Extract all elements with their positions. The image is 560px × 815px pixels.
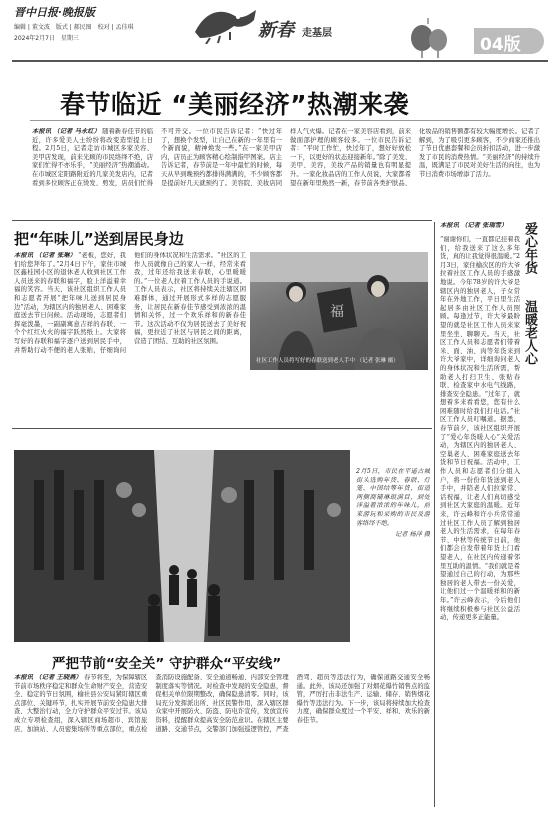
svg-text:福: 福	[330, 304, 344, 320]
masthead	[0, 0, 560, 62]
headline-new-year-flavor: 把“年味儿”送到居民身边	[14, 230, 184, 248]
article-safety	[14, 674, 430, 810]
dragon-illustration	[190, 2, 260, 44]
issue-date: 2024年2月7日 星期三	[14, 35, 79, 42]
couplet-photo-caption: 社区工作人员将写好的春联送到老人手中 （记者 张琳 摄）	[256, 358, 399, 364]
article-new-year-flavor	[14, 252, 246, 422]
headline-love-gifts-line2: 温暖老人心	[522, 300, 537, 365]
article-body: 随着新春佳节的临近，许多爱美人士纷纷将改变造型提上日程。2月5日，记者走访市城区多家美容、美甲店发现，前来光顾的市民络绎不绝，店家们忙得不亦乐乎，“美丽经济”热潮涌动。在市城区定阳路附近的几家美发店内，记者看到多位顾客正在烫发、剪发，店员们忙得不可开交。一位市民告诉记者：“快过年了，想换个发型，让自己在新的一年里有一个新面貌，精神焕发一些。”在一家美甲店内，店员正为顾客精心绘制指甲图案。店主告诉记者，春节前是一年中最忙的时候，每天从早到晚预约都排得满满的，不少顾客都是提前好几天就预约了。美容院、美妆店同样人气火爆。记者在一家美容店看到，前来做面部护理的顾客较多。一位市民告诉记者：“平时工作忙，快过年了，想好好放松一下，以更好的状态迎接新年。”除了美发、美甲、美容，美妆产品的销量也有明显提升。一家化妆品店的工作人员说，大家都希望在新年里焕然一新，春节前各类护肤品、化妆品的销售额都有较大幅度增长。记者了解到，为了吸引更多顾客，不少商家还推出了节日优惠套餐和会员折扣活动，进一步激发了市民的消费热情。“美丽经济”的持续升温，既满足了市民对美好生活的向往，也为节日消费市场增添了活力。	[32, 128, 540, 187]
section-divider	[12, 220, 432, 221]
people-with-couplet-illustration	[250, 252, 428, 370]
article-body: 春节将至，为保障辖区节前市场秩序稳定和群众生命财产安全，营造安全、稳定的节日氛围，榆社县公安局紧盯辖区重点部位、关键环节，扎实开展节前安全隐患大排查、大整治行动，全力守护群众平安过节。该局成立专项检查组，深入辖区商场超市、宾馆旅店、加油站、人员密集场所等重点部位，重点检查消防设施配备、安全通道畅通、内部安全管理制度落实等情况。对检查中发现的安全隐患，督促相关单位限期整改，确保隐患清零。同时，该局充分发挥派出所、社区民警作用，深入辖区群众家中开展防火、防盗、防电诈宣传，发放宣传资料，提醒群众提高安全防范意识。在辖区主要道路、交通节点，交警部门加强巡逻管控，严查酒驾、超员等违法行为，确保道路交通安全畅通。此外，该局还加强了对烟花爆竹销售点的监管，严厉打击非法生产、运输、储存、销售烟花爆竹等违法行为。下一步，该局将持续加大检查力度，确保群众度过一个平安、祥和、欢乐的新春佳节。	[14, 674, 430, 733]
article-byline: 本报讯 （记者 张琳）	[14, 252, 76, 259]
street-market-illustration	[14, 450, 350, 642]
headline-underline	[30, 120, 530, 121]
street-photo-credit: 记者 杨洋 摄	[395, 531, 430, 539]
street-photo-caption-text: 2月5日，市民在平遥古城街头选购年货、春联、灯笼、中国结等年货，街道两侧商铺琳琅满目，到处洋溢着浓浓的年味儿，前来游玩和采购的市民及游客络绎不绝。	[356, 468, 430, 527]
article-love-gifts	[440, 236, 520, 806]
article-byline: 本报讯 （记者 张瑞雪）	[440, 222, 508, 229]
right-column-divider	[434, 222, 435, 807]
street-market-photo	[14, 450, 350, 642]
article-body: “谢谢你们，一直都记挂着我们，给我送来了这么多年货，真的让我觉得很温暖。”2月3日，家住榆次区的许大爷拉着社区工作人员的手感激地说。今年78岁的许大爷是辖区内的独居老人，子女常年在外地工作，平日里生活起居多由社区工作人员照顾。每逢过节，许大爷最盼望的就是社区工作人员来家里坐坐、聊聊天。当天，社区工作人员和志愿者们带着米、面、油、肉等年货来到许大爷家中，详细询问老人的身体状况和生活所需，帮助老人打扫卫生、张贴春联、检查家中水电气线路，排查安全隐患。“过年了，就想着多来看看您，您有什么困难随时给我们打电话。”社区工作人员叮嘱道。据悉，春节前夕，该社区组织开展了“爱心年货暖人心”关爱活动，为辖区内的独居老人、空巢老人、困难家庭送去年货和节日祝福。活动中，工作人员和志愿者们分组入户，将一份份年货送到老人手中，并陪老人们拉家常、话祝福，让老人们真切感受到社区大家庭的温暖。近年来，许云峰和许小兵常常通过社区工作人员了解到独居老人的生活需求，在每年春节、中秋等传统节日前，他们都会自发带着年货上门看望老人，在社区内传递着邻里互助的温情。“我们就是希望通过自己的行动，为那些独居的老人带去一份关爱，让他们过一个温暖祥和的新年。”许云峰表示，今后他们将继续积极参与社区公益活动，传递更多正能量。	[440, 236, 520, 622]
section-title: 新春	[258, 20, 294, 41]
article-beauty-economy	[32, 128, 540, 218]
street-photo-top-rule	[12, 428, 432, 429]
headline-safety: 严把节前“安全关” 守护群众“平安线”	[52, 656, 282, 672]
street-photo-caption	[356, 468, 430, 628]
lantern-icon	[408, 18, 448, 60]
article-body: “老板，您好，我们给您拜年了。”2月4日下午，家住市城区鑫桂园小区的退休老人收到社区工作人员送来的春联和福字，脸上洋溢着幸福的笑容。当天，该社区组织工作人员和志愿者开展“把年味儿送到居民身边”活动，为辖区内的独居老人、困难家庭送去节日问候。活动现场，志愿者们挥毫泼墨，一副副寓意吉祥的春联、一个个红红火火的福字跃然纸上。大家将写好的春联和福字逐户送到居民手中，并帮助行动不便的老人张贴，仔细询问他们的身体状况和生活需求。“社区的工作人员就像自己的家人一样，经常来看我，过年还给我送来春联，心里暖暖的。”一位老人拉着工作人员的手说道。工作人员表示，社区将持续关注辖区困难群体，通过开展形式多样的志愿服务，让居民在新春佳节感受到浓浓的温情和关怀，过一个欢乐祥和的新春佳节。这次活动不仅为居民送去了美好祝福，更拉近了社区与居民之间的距离，营造了团结、互助的社区氛围。	[14, 252, 246, 354]
article-byline: 本报讯 （记者 马永红）	[32, 128, 101, 135]
article-byline: 本报讯 （记者 王晓燕）	[14, 674, 82, 681]
couplet-photo	[250, 252, 428, 370]
section-subtitle: 走基层	[302, 28, 332, 39]
staff-line: 编辑 | 董文波 版式 | 郝民图 校对 | 孟佳琪	[14, 24, 134, 31]
page-number: 04版	[480, 35, 521, 55]
headline-love-gifts	[522, 222, 556, 442]
masthead-rule	[12, 60, 548, 62]
headline-beauty-economy: 春节临近 “美丽经济”热潮来袭	[60, 90, 410, 119]
paper-logo: 晋中日报·晚报版	[14, 6, 95, 19]
headline-love-gifts-line1: 爱心年货	[522, 222, 537, 274]
